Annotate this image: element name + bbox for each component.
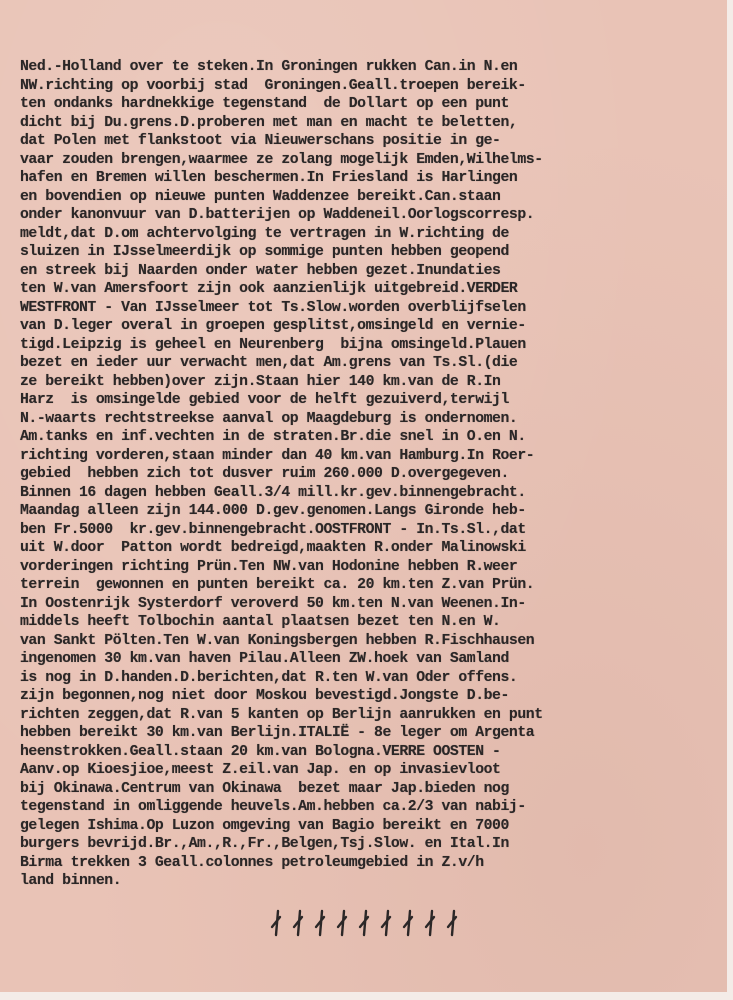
text-line: Am.tanks en inf.vechten in de straten.Br.die snel in O.en N. xyxy=(20,429,526,445)
text-line: WESTFRONT - Van IJsselmeer tot Ts.Slow.worden overblijfselen xyxy=(20,299,526,316)
text-line: gelegen Ishima.Op Luzon omgeving van Bagio bereikt en 7000 xyxy=(20,817,509,834)
text-line: en streek bij Naarden onder water hebben gezet.Inundaties xyxy=(20,262,501,279)
text-line: N.-waarts rechtstreekse aanval op Maagdeburg is ondernomen. xyxy=(20,410,518,427)
text-line: bij Okinawa.Centrum van Okinawa bezet maar Jap.bieden nog xyxy=(20,780,509,797)
text-line: ingenomen 30 km.van haven Pilau.Alleen ZW.hoek van Samland xyxy=(20,651,509,667)
text-line: hafen en Bremen willen beschermen.In Friesland is Harlingen xyxy=(20,170,518,186)
text-line: van Sankt Pölten.Ten W.van Koningsbergen hebben R.Fischhausen xyxy=(20,632,535,649)
text-line: bezet en ieder uur verwacht men,dat Am.grens van Ts.Sl.(die xyxy=(20,355,518,371)
text-line: van D.leger overal in groepen gesplitst,omsingeld en vernie- xyxy=(20,318,526,334)
text-line: gebied hebben zich tot dusver ruim 260.000 D.overgegeven. xyxy=(20,466,509,482)
text-line: Birma trekken 3 Geall.colonnes petroleumgebied in Z.v/h xyxy=(20,854,484,871)
text-line: heenstrokken.Geall.staan 20 km.van Bologna.VERRE OOSTEN - xyxy=(20,743,501,760)
text-line: vaar zouden brengen,waarmee ze zolang mogelijk Emden,Wilhelms- xyxy=(20,151,543,168)
text-line: Ned.-Holland over te steken.In Groningen rukken Can.in N.en xyxy=(20,59,518,75)
text-line: ben Fr.5000 kr.gev.binnengebracht.OOSTFRONT - In.Ts.Sl.,dat xyxy=(20,521,526,538)
text-line: NW.richting op voorbij stad Groningen.Geall.troepen bereik- xyxy=(20,77,526,94)
scan-edge-bottom xyxy=(0,992,733,1000)
text-line: In Oostenrijk Systerdorf veroverd 50 km.ten N.van Weenen.In- xyxy=(20,595,526,612)
text-line: tigd.Leipzig is geheel en Neurenberg bijna omsingeld.Plauen xyxy=(20,336,526,353)
bulletin-text xyxy=(20,58,730,891)
text-line: tegenstand in omliggende heuvels.Am.hebben ca.2/3 van nabij- xyxy=(20,799,526,815)
text-line: richting vorderen,staan minder dan 40 km.van Hamburg.In Roer- xyxy=(20,447,535,464)
text-line: is nog in D.handen.D.berichten,dat R.ten W.van Oder offens. xyxy=(20,669,518,686)
text-line: dat Polen met flankstoot via Nieuwerschans positie in ge- xyxy=(20,133,501,149)
text-line: middels heeft Tolbochin aantal plaatsen bezet ten N.en W. xyxy=(20,614,501,630)
text-line: ten W.van Amersfoort zijn ook aanzienlijk uitgebreid.VERDER xyxy=(20,281,518,297)
text-line: ze bereikt hebben)over zijn.Staan hier 140 km.van de R.In xyxy=(20,373,501,390)
text-line: ten ondanks hardnekkige tegenstand de Dollart op een punt xyxy=(20,96,509,112)
text-line: meldt,dat D.om achtervolging te vertragen in W.richting de xyxy=(20,225,509,242)
text-line: hebben bereikt 30 km.van Berlijn.ITALIË - 8e leger om Argenta xyxy=(20,725,535,741)
text-line: en bovendien op nieuwe punten Waddenzee bereikt.Can.staan xyxy=(20,188,501,205)
text-line: richten zeggen,dat R.van 5 kanten op Berlijn aanrukken en punt xyxy=(20,706,543,723)
text-line: uit W.door Patton wordt bedreigd,maakten R.onder Malinowski xyxy=(20,540,526,556)
text-line: land binnen. xyxy=(20,873,122,889)
text-line: terrein gewonnen en punten bereikt ca. 20 km.ten Z.van Prün. xyxy=(20,577,535,593)
text-line: Maandag alleen zijn 144.000 D.gev.genomen.Langs Gironde heb- xyxy=(20,503,526,519)
text-line: Aanv.op Kioesjioe,meest Z.eil.van Jap. en op invasievloot xyxy=(20,762,501,778)
text-line: dicht bij Du.grens.D.proberen met man en macht te beletten, xyxy=(20,114,518,131)
text-line: Binnen 16 dagen hebben Geall.3/4 mill.kr.gev.binnengebracht. xyxy=(20,484,526,501)
text-line: sluizen in IJsselmeerdijk op sommige punten hebben geopend xyxy=(20,244,509,260)
text-line: Harz is omsingelde gebied voor de helft gezuiverd,terwijl xyxy=(20,392,509,408)
end-of-text-marks xyxy=(270,905,470,941)
text-line: vorderingen richting Prün.Ten NW.van Hodonine hebben R.weer xyxy=(20,558,518,575)
text-line: burgers bevrijd.Br.,Am.,R.,Fr.,Belgen,Tsj.Slow. en Ital.In xyxy=(20,836,509,852)
text-line: zijn begonnen,nog niet door Moskou bevestigd.Jongste D.be- xyxy=(20,688,509,704)
text-line: onder kanonvuur van D.batterijen op Waddeneil.Oorlogscorresp. xyxy=(20,207,535,223)
